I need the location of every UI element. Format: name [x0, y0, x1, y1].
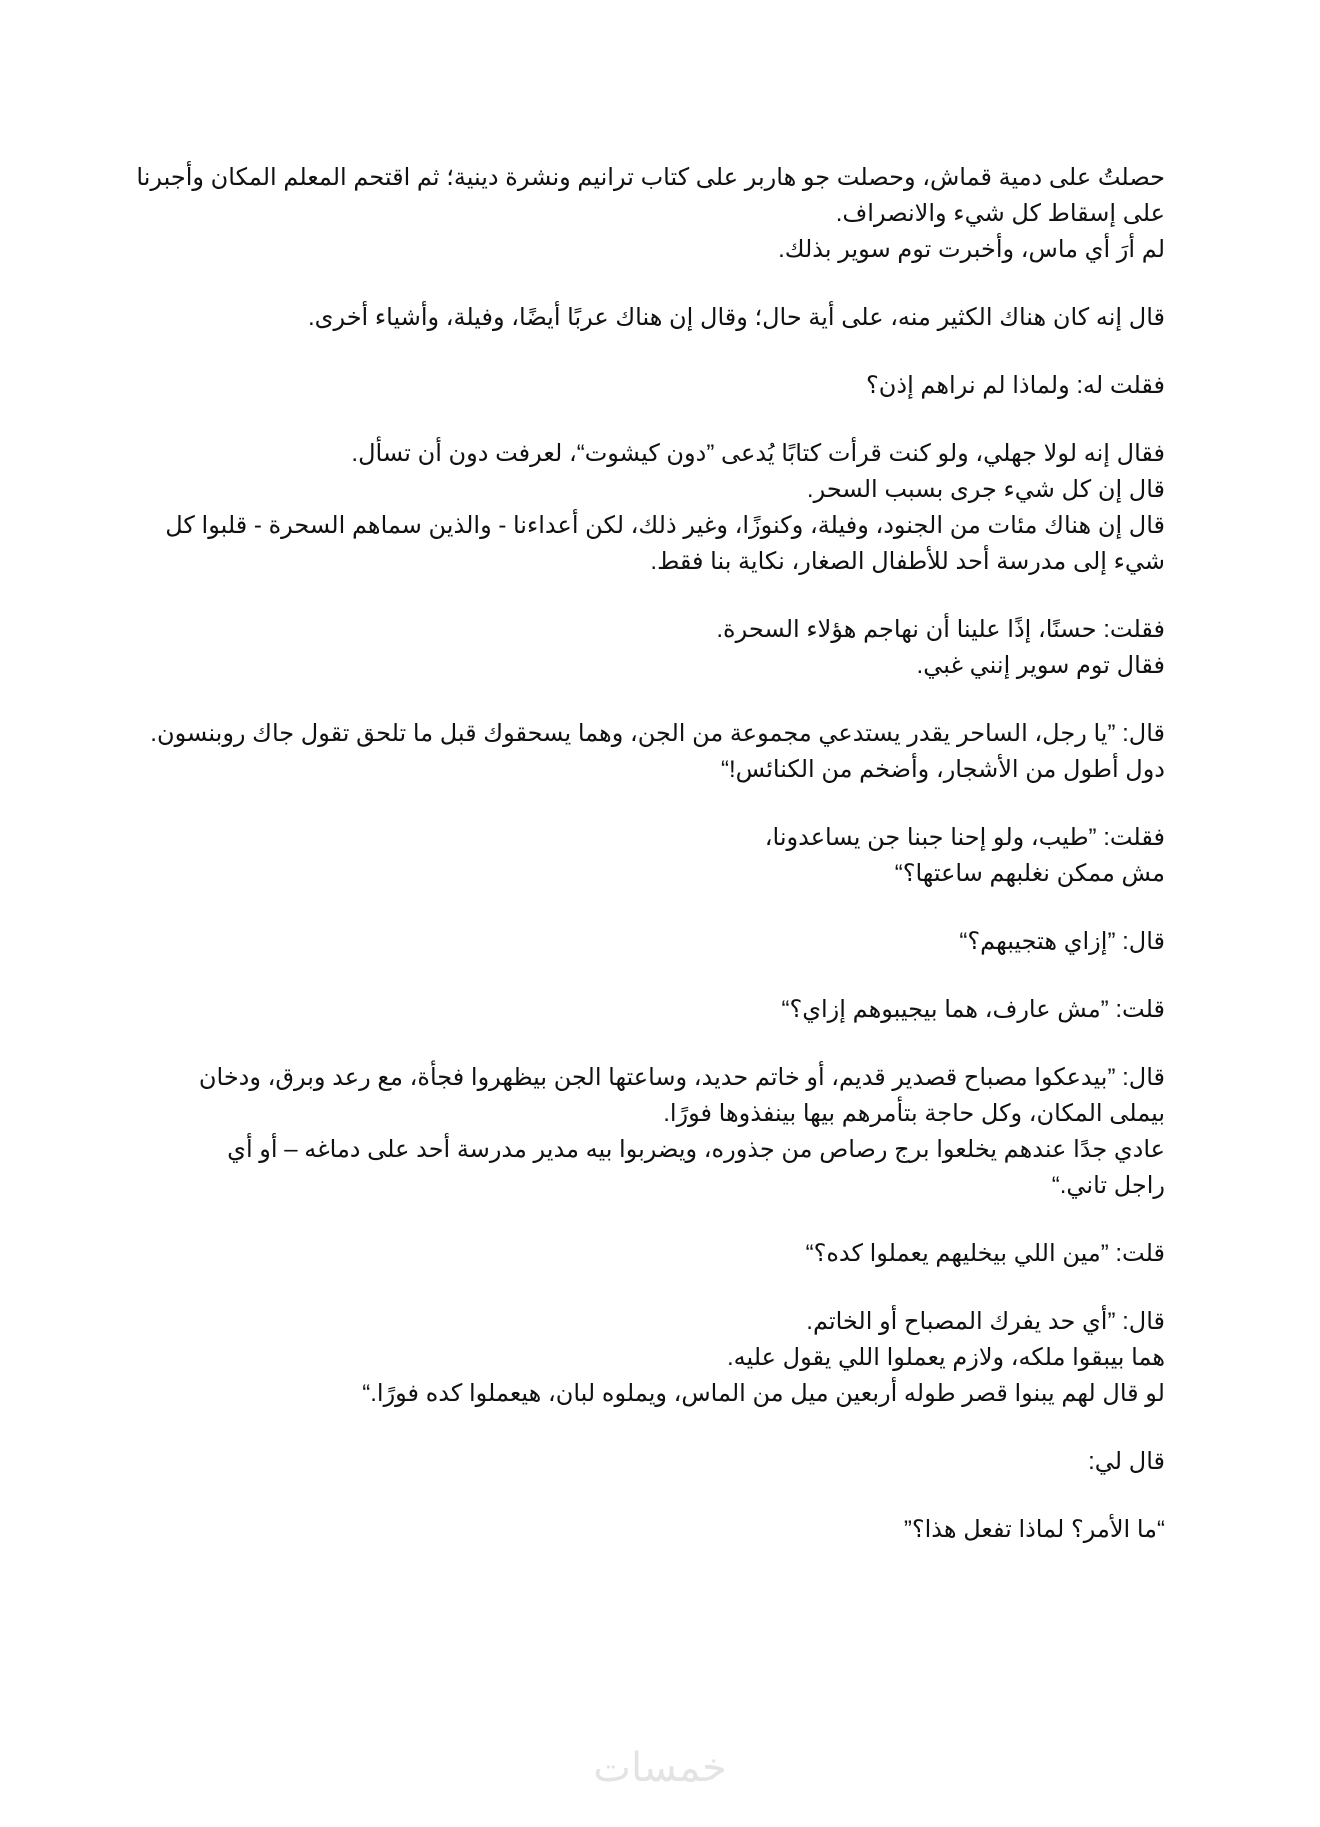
paragraph — [105, 368, 1165, 404]
text-line: راجل تاني.“ — [1051, 1172, 1165, 1199]
text-line: لم أرَ أي ماس، وأخبرت توم سوير بذلك. — [778, 236, 1165, 263]
paragraph — [105, 820, 1165, 892]
text-line: قال: ”إزاي هتجيبهم؟“ — [959, 928, 1165, 955]
paragraph — [105, 1512, 1165, 1548]
paragraph — [105, 436, 1165, 580]
text-line: “ما الأمر؟ لماذا تفعل هذا؟” — [903, 1516, 1165, 1543]
text-line: قال: ”أي حد يفرك المصباح أو الخاتم. — [806, 1308, 1165, 1335]
text-line: لو قال لهم يبنوا قصر طوله أربعين ميل من الماس، ويملوه لبان، هيعملوا كده فورًا.“ — [362, 1380, 1165, 1407]
text-line: فقال توم سوير إنني غبي. — [916, 652, 1165, 679]
paragraph — [105, 1236, 1165, 1272]
paragraph — [105, 300, 1165, 336]
text-line: حصلتُ على دمية قماش، وحصلت جو هاربر على كتاب ترانيم ونشرة دينية؛ ثم اقتحم المعلم المكان وأجبرنا — [136, 164, 1165, 191]
paragraph — [105, 160, 1165, 268]
text-line: قال: ”بيدعكوا مصباح قصدير قديم، أو خاتم حديد، وساعتها الجن بيظهروا فجأة، مع رعد وبرق، ودخان — [198, 1064, 1165, 1091]
text-line: فقال إنه لولا جهلي، ولو كنت قرأت كتابًا يُدعى ”دون كيشوت“، لعرفت دون أن تسأل. — [351, 440, 1165, 467]
paragraph — [105, 1304, 1165, 1412]
text-line: فقلت: ”طيب، ولو إحنا جبنا جن يساعدونا، — [764, 824, 1165, 851]
text-line: قال إن هناك مئات من الجنود، وفيلة، وكنوزًا، وغير ذلك، لكن أعداءنا - والذين سماهم السحرة - قلبوا كل — [165, 512, 1165, 539]
text-line: مش ممكن نغلبهم ساعتها؟“ — [894, 860, 1165, 887]
text-line: فقلت: حسنًا، إذًا علينا أن نهاجم هؤلاء السحرة. — [716, 616, 1165, 643]
text-line: عادي جدًا عندهم يخلعوا برج رصاص من جذوره، ويضربوا بيه مدير مدرسة أحد على دماغه – أو أي — [227, 1136, 1165, 1163]
paragraph — [105, 716, 1165, 788]
text-line: بيملى المكان، وكل حاجة بتأمرهم بيها بينفذوها فورًا. — [663, 1100, 1165, 1127]
text-line: شيء إلى مدرسة أحد للأطفال الصغار، نكاية بنا فقط. — [650, 548, 1165, 575]
text-line: قال لي: — [1088, 1448, 1165, 1475]
text-line: قلت: ”مين اللي بيخليهم يعملوا كده؟“ — [805, 1240, 1165, 1267]
paragraph — [105, 992, 1165, 1028]
text-line: قلت: ”مش عارف، هما بيجيبوهم إزاي؟“ — [781, 996, 1165, 1023]
text-line: على إسقاط كل شيء والانصراف. — [835, 200, 1165, 227]
watermark-logo: خمسات — [593, 1745, 727, 1791]
paragraph — [105, 1444, 1165, 1480]
document-body — [105, 160, 1165, 1580]
text-line: قال: ”يا رجل، الساحر يقدر يستدعي مجموعة من الجن، وهما يسحقوك قبل ما تلحق تقول جاك روبنسون. — [150, 720, 1165, 747]
paragraph — [105, 1060, 1165, 1204]
paragraph — [105, 612, 1165, 684]
text-line: هما بيبقوا ملكه، ولازم يعملوا اللي يقول عليه. — [726, 1344, 1165, 1371]
text-line: دول أطول من الأشجار، وأضخم من الكنائس!“ — [720, 756, 1165, 783]
text-line: قال إن كل شيء جرى بسبب السحر. — [806, 476, 1165, 503]
paragraph — [105, 924, 1165, 960]
text-line: قال إنه كان هناك الكثير منه، على أية حال؛ وقال إن هناك عربًا أيضًا، وفيلة، وأشياء أخرى. — [308, 304, 1165, 331]
text-line: فقلت له: ولماذا لم نراهم إذن؟ — [866, 372, 1165, 399]
